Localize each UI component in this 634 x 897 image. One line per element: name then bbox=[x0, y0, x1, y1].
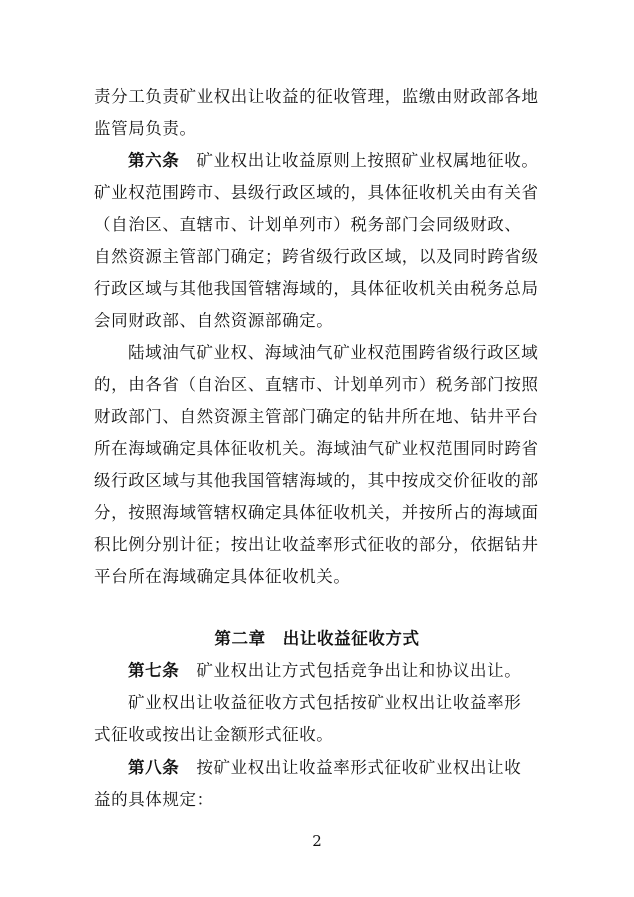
text-line: 会同财政部、自然资源部确定。 bbox=[94, 311, 334, 330]
text-line: 按矿业权出让收益率形式征收矿业权出让收 bbox=[196, 758, 522, 777]
paragraph-continuation bbox=[94, 81, 544, 145]
text-line: 益的具体规定： bbox=[94, 790, 214, 809]
text-line: 积比例分别计征；按出让收益率形式征收的部分，依据钻井 bbox=[94, 535, 539, 554]
article-7 bbox=[94, 655, 544, 751]
text-line: 平台所在海域确定具体征收机关。 bbox=[94, 567, 351, 586]
article-8 bbox=[94, 752, 544, 816]
text-line: 责分工负责矿业权出让收益的征收管理，监缴由财政部各地 bbox=[94, 87, 539, 106]
article-6 bbox=[94, 145, 544, 337]
chapter-heading: 第二章 出让收益征收方式 bbox=[214, 629, 420, 648]
article-7-first-line bbox=[94, 655, 544, 687]
article-6-first-line bbox=[94, 145, 544, 177]
text-line: 财政部门、自然资源主管部门确定的钻井所在地、钻井平台 bbox=[94, 407, 539, 426]
page-number: 2 bbox=[312, 832, 322, 850]
text-line: 式征收或按出让金额形式征收。 bbox=[94, 725, 334, 744]
text-line: 监管局负责。 bbox=[94, 119, 197, 138]
text-line: 自然资源主管部门确定；跨省级行政区域，以及同时跨省级 bbox=[94, 247, 539, 266]
text-line: 行政区域与其他我国管辖海域的，具体征收机关由税务总局 bbox=[94, 279, 539, 298]
text-line: 的，由各省（自治区、直辖市、计划单列市）税务部门按照 bbox=[94, 375, 539, 394]
article-7-label: 第七条 bbox=[128, 661, 180, 680]
text-line: 分，按照海域管辖权确定具体征收机关，并按所占的海域面 bbox=[94, 503, 539, 522]
article-8-label: 第八条 bbox=[128, 758, 180, 777]
text-line: 矿业权出让收益原则上按照矿业权属地征收。 bbox=[196, 151, 539, 170]
text-line: 矿业权出让收益征收方式包括按矿业权出让收益率形 bbox=[128, 693, 522, 712]
text-line: 级行政区域与其他我国管辖海域的，其中按成交价征收的部 bbox=[94, 471, 539, 490]
text-line: 矿业权范围跨市、县级行政区域的，具体征收机关由有关省 bbox=[94, 183, 539, 202]
text-line: 矿业权出让方式包括竞争出让和协议出让。 bbox=[196, 661, 522, 680]
article-8-first-line bbox=[94, 752, 544, 784]
text-line: 陆域油气矿业权、海域油气矿业权范围跨省级行政区域 bbox=[128, 343, 539, 362]
article-6-label: 第六条 bbox=[128, 151, 180, 170]
paragraph-oil-gas bbox=[94, 337, 544, 593]
text-line: 所在海域确定具体征收机关。海域油气矿业权范围同时跨省 bbox=[94, 439, 539, 458]
text-line: （自治区、直辖市、计划单列市）税务部门会同级财政、 bbox=[94, 215, 522, 234]
